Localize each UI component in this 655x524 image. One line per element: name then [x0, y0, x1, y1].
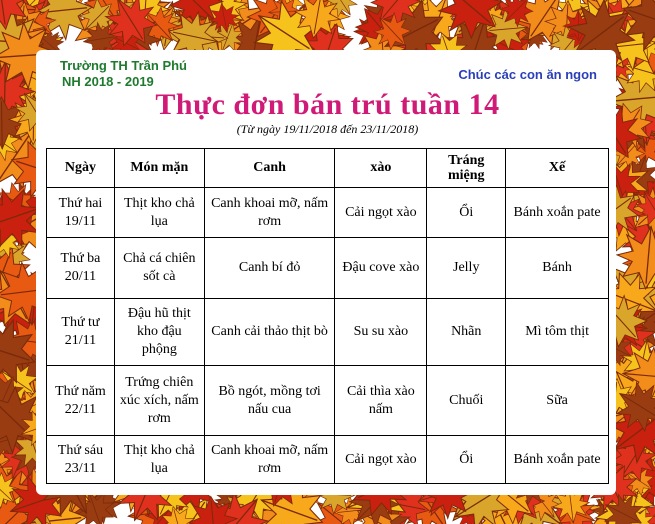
table-row — [47, 238, 609, 299]
cell-main-dish: Trứng chiên xúc xích, nấm rơm — [114, 366, 204, 436]
date-range: (Từ ngày 19/11/2018 đến 23/11/2018) — [236, 122, 419, 136]
cell-snack: Bánh — [506, 238, 609, 299]
cell-soup: Bồ ngót, mồng tơi nấu cua — [204, 366, 335, 436]
cell-day: Thứ năm 22/11 — [47, 366, 115, 436]
cell-dessert: Ổi — [427, 188, 506, 238]
cell-snack: Bánh xoắn pate — [506, 188, 609, 238]
school-info — [60, 58, 187, 90]
header-stir-fry: xào — [335, 149, 427, 188]
table-header-row — [47, 149, 609, 188]
header-soup: Canh — [204, 149, 335, 188]
cell-main-dish: Thịt kho chả lụa — [114, 188, 204, 238]
cell-main-dish: Đậu hũ thịt kho đậu phộng — [114, 299, 204, 366]
cell-stir-fry: Cải ngọt xào — [335, 436, 427, 484]
header-day: Ngày — [47, 149, 115, 188]
table-row — [47, 299, 609, 366]
cell-day: Thứ tư 21/11 — [47, 299, 115, 366]
cell-dessert: Jelly — [427, 238, 506, 299]
table-row — [47, 366, 609, 436]
menu-table — [46, 148, 609, 484]
table-row — [47, 188, 609, 238]
cell-soup: Canh khoai mỡ, nấm rơm — [204, 436, 335, 484]
cell-dessert: Ổi — [427, 436, 506, 484]
cell-dessert: Chuối — [427, 366, 506, 436]
cell-stir-fry: Su su xào — [335, 299, 427, 366]
cell-snack: Sữa — [506, 366, 609, 436]
cell-day: Thứ sáu 23/11 — [47, 436, 115, 484]
page-title: Thực đơn bán trú tuần 14 — [155, 88, 500, 121]
cell-stir-fry: Cải ngọt xào — [335, 188, 427, 238]
header-snack: Xế — [506, 149, 609, 188]
cell-main-dish: Chả cá chiên sốt cà — [114, 238, 204, 299]
header-main-dish: Món mặn — [114, 149, 204, 188]
cell-snack: Mì tôm thịt — [506, 299, 609, 366]
cell-soup: Canh khoai mỡ, nấm rơm — [204, 188, 335, 238]
cell-snack: Bánh xoắn pate — [506, 436, 609, 484]
school-year: NH 2018 - 2019 — [62, 74, 154, 89]
school-name: Trường TH Trần Phú — [60, 58, 187, 73]
cell-main-dish: Thịt kho chả lụa — [114, 436, 204, 484]
cell-soup: Canh bí đỏ — [204, 238, 335, 299]
table-row — [47, 436, 609, 484]
cell-stir-fry: Cải thìa xào nấm — [335, 366, 427, 436]
greeting-text: Chúc các con ăn ngon — [458, 67, 597, 82]
cell-soup: Canh cải thảo thịt bò — [204, 299, 335, 366]
cell-stir-fry: Đậu cove xào — [335, 238, 427, 299]
header-dessert: Tráng miệng — [427, 149, 506, 188]
cell-day: Thứ ba 20/11 — [47, 238, 115, 299]
cell-day: Thứ hai 19/11 — [47, 188, 115, 238]
cell-dessert: Nhãn — [427, 299, 506, 366]
